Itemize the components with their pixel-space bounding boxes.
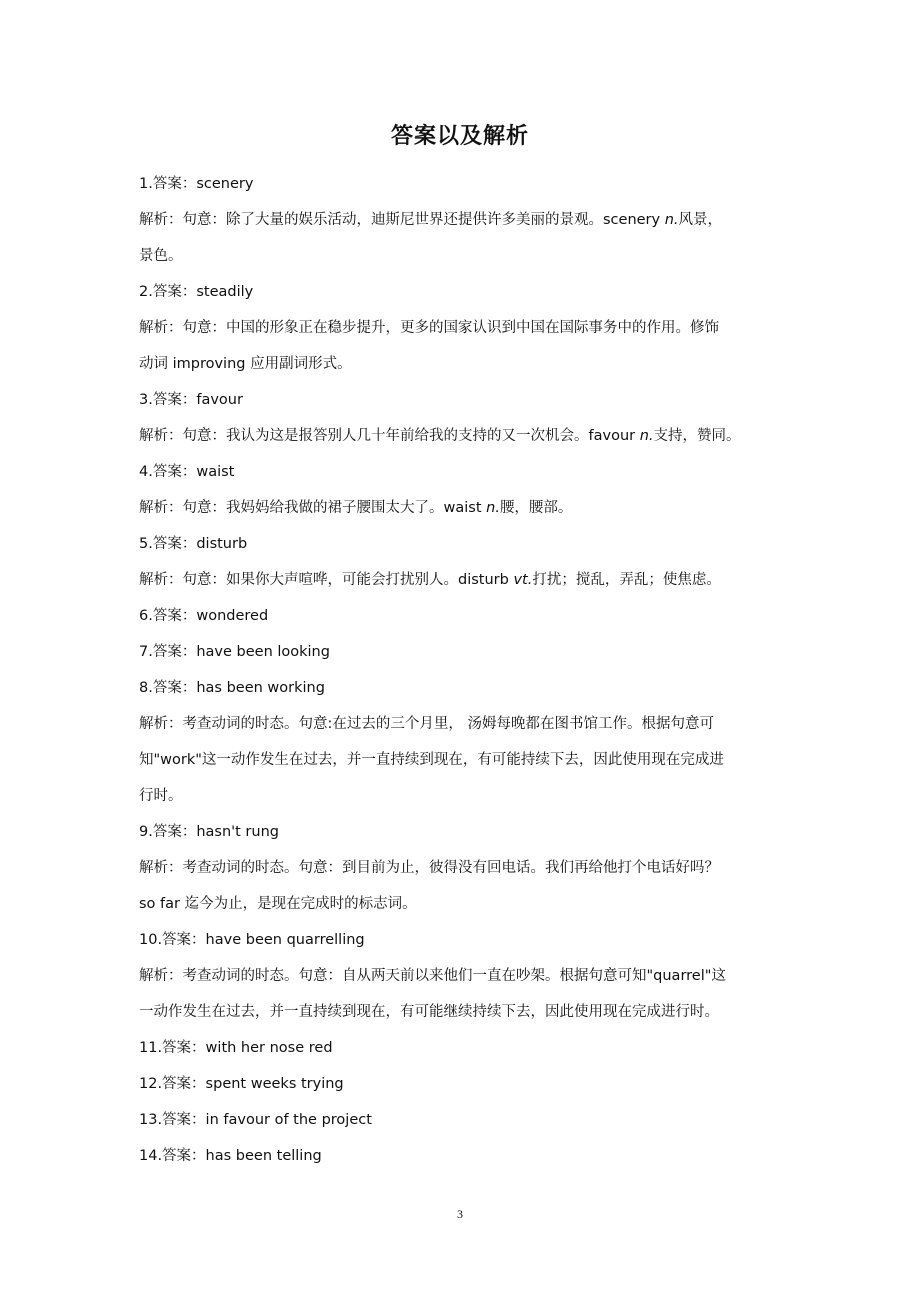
answer-3: 3.答案：favour <box>139 392 243 408</box>
explanation-5: 解析：句意：如果你大声喧哗，可能会打扰别人。disturb vt.打扰；搅乱，弄乱；使焦虑。 <box>139 572 721 588</box>
answer-10: 10.答案：have been quarrelling <box>139 932 365 948</box>
answer-13: 13.答案：in favour of the project <box>139 1112 372 1128</box>
explanation-4: 解析：句意：我妈妈给我做的裙子腰围太大了。waist n.腰，腰部。 <box>139 500 573 516</box>
explanation-9-line-1: 解析：考查动词的时态。句意：到目前为止，彼得没有回电话。我们再给他打个电话好吗？ <box>139 860 719 876</box>
explanation-1 <box>139 202 789 274</box>
explanation-1-line-2: 景色。 <box>139 248 183 264</box>
answer-list <box>139 166 789 1174</box>
explanation-10-line-2: 一动作发生在过去，并一直持续到现在，有可能继续持续下去，因此使用现在完成进行时。 <box>139 1004 719 1020</box>
explanation-8 <box>139 706 789 814</box>
explanation-2-line-1: 解析：句意：中国的形象正在稳步提升，更多的国家认识到中国在国际事务中的作用。修饰 <box>139 320 719 336</box>
page-title: 答案以及解析 <box>390 124 529 149</box>
explanation-10-line-1: 解析：考查动词的时态。句意：自从两天前以来他们一直在吵架。根据句意可知"quarrel"这 <box>139 968 726 984</box>
answer-1: 1.答案：scenery <box>139 176 254 192</box>
explanation-9 <box>139 850 789 922</box>
explanation-9-line-2: so far 迄今为止，是现在完成时的标志词。 <box>139 896 417 912</box>
answer-8: 8.答案：has been working <box>139 680 325 696</box>
answer-11: 11.答案：with her nose red <box>139 1040 333 1056</box>
explanation-3: 解析：句意：我认为这是报答别人几十年前给我的支持的又一次机会。favour n.支持，赞同。 <box>139 428 741 444</box>
explanation-8-line-3: 行时。 <box>139 788 183 804</box>
answer-4: 4.答案：waist <box>139 464 235 480</box>
answer-7: 7.答案：have been looking <box>139 644 330 660</box>
explanation-8-line-1: 解析：考查动词的时态。句意:在过去的三个月里， 汤姆每晚都在图书馆工作。根据句意可 <box>139 716 714 732</box>
explanation-1-line-1: 解析：句意：除了大量的娱乐活动，迪斯尼世界还提供许多美丽的景观。scenery n.风景， <box>139 212 723 228</box>
answer-9: 9.答案：hasn't rung <box>139 824 279 840</box>
answer-2: 2.答案：steadily <box>139 284 254 300</box>
answer-6: 6.答案：wondered <box>139 608 269 624</box>
answer-5: 5.答案：disturb <box>139 536 248 552</box>
explanation-10 <box>139 958 789 1030</box>
explanation-2-line-2: 动词 improving 应用副词形式。 <box>139 356 352 372</box>
explanation-2 <box>139 310 789 382</box>
answer-12: 12.答案：spent weeks trying <box>139 1076 344 1092</box>
explanation-8-line-2: 知"work"这一动作发生在过去，并一直持续到现在，有可能持续下去，因此使用现在完成进 <box>139 752 724 768</box>
page-number: 3 <box>457 1207 463 1221</box>
answer-14: 14.答案：has been telling <box>139 1148 322 1164</box>
